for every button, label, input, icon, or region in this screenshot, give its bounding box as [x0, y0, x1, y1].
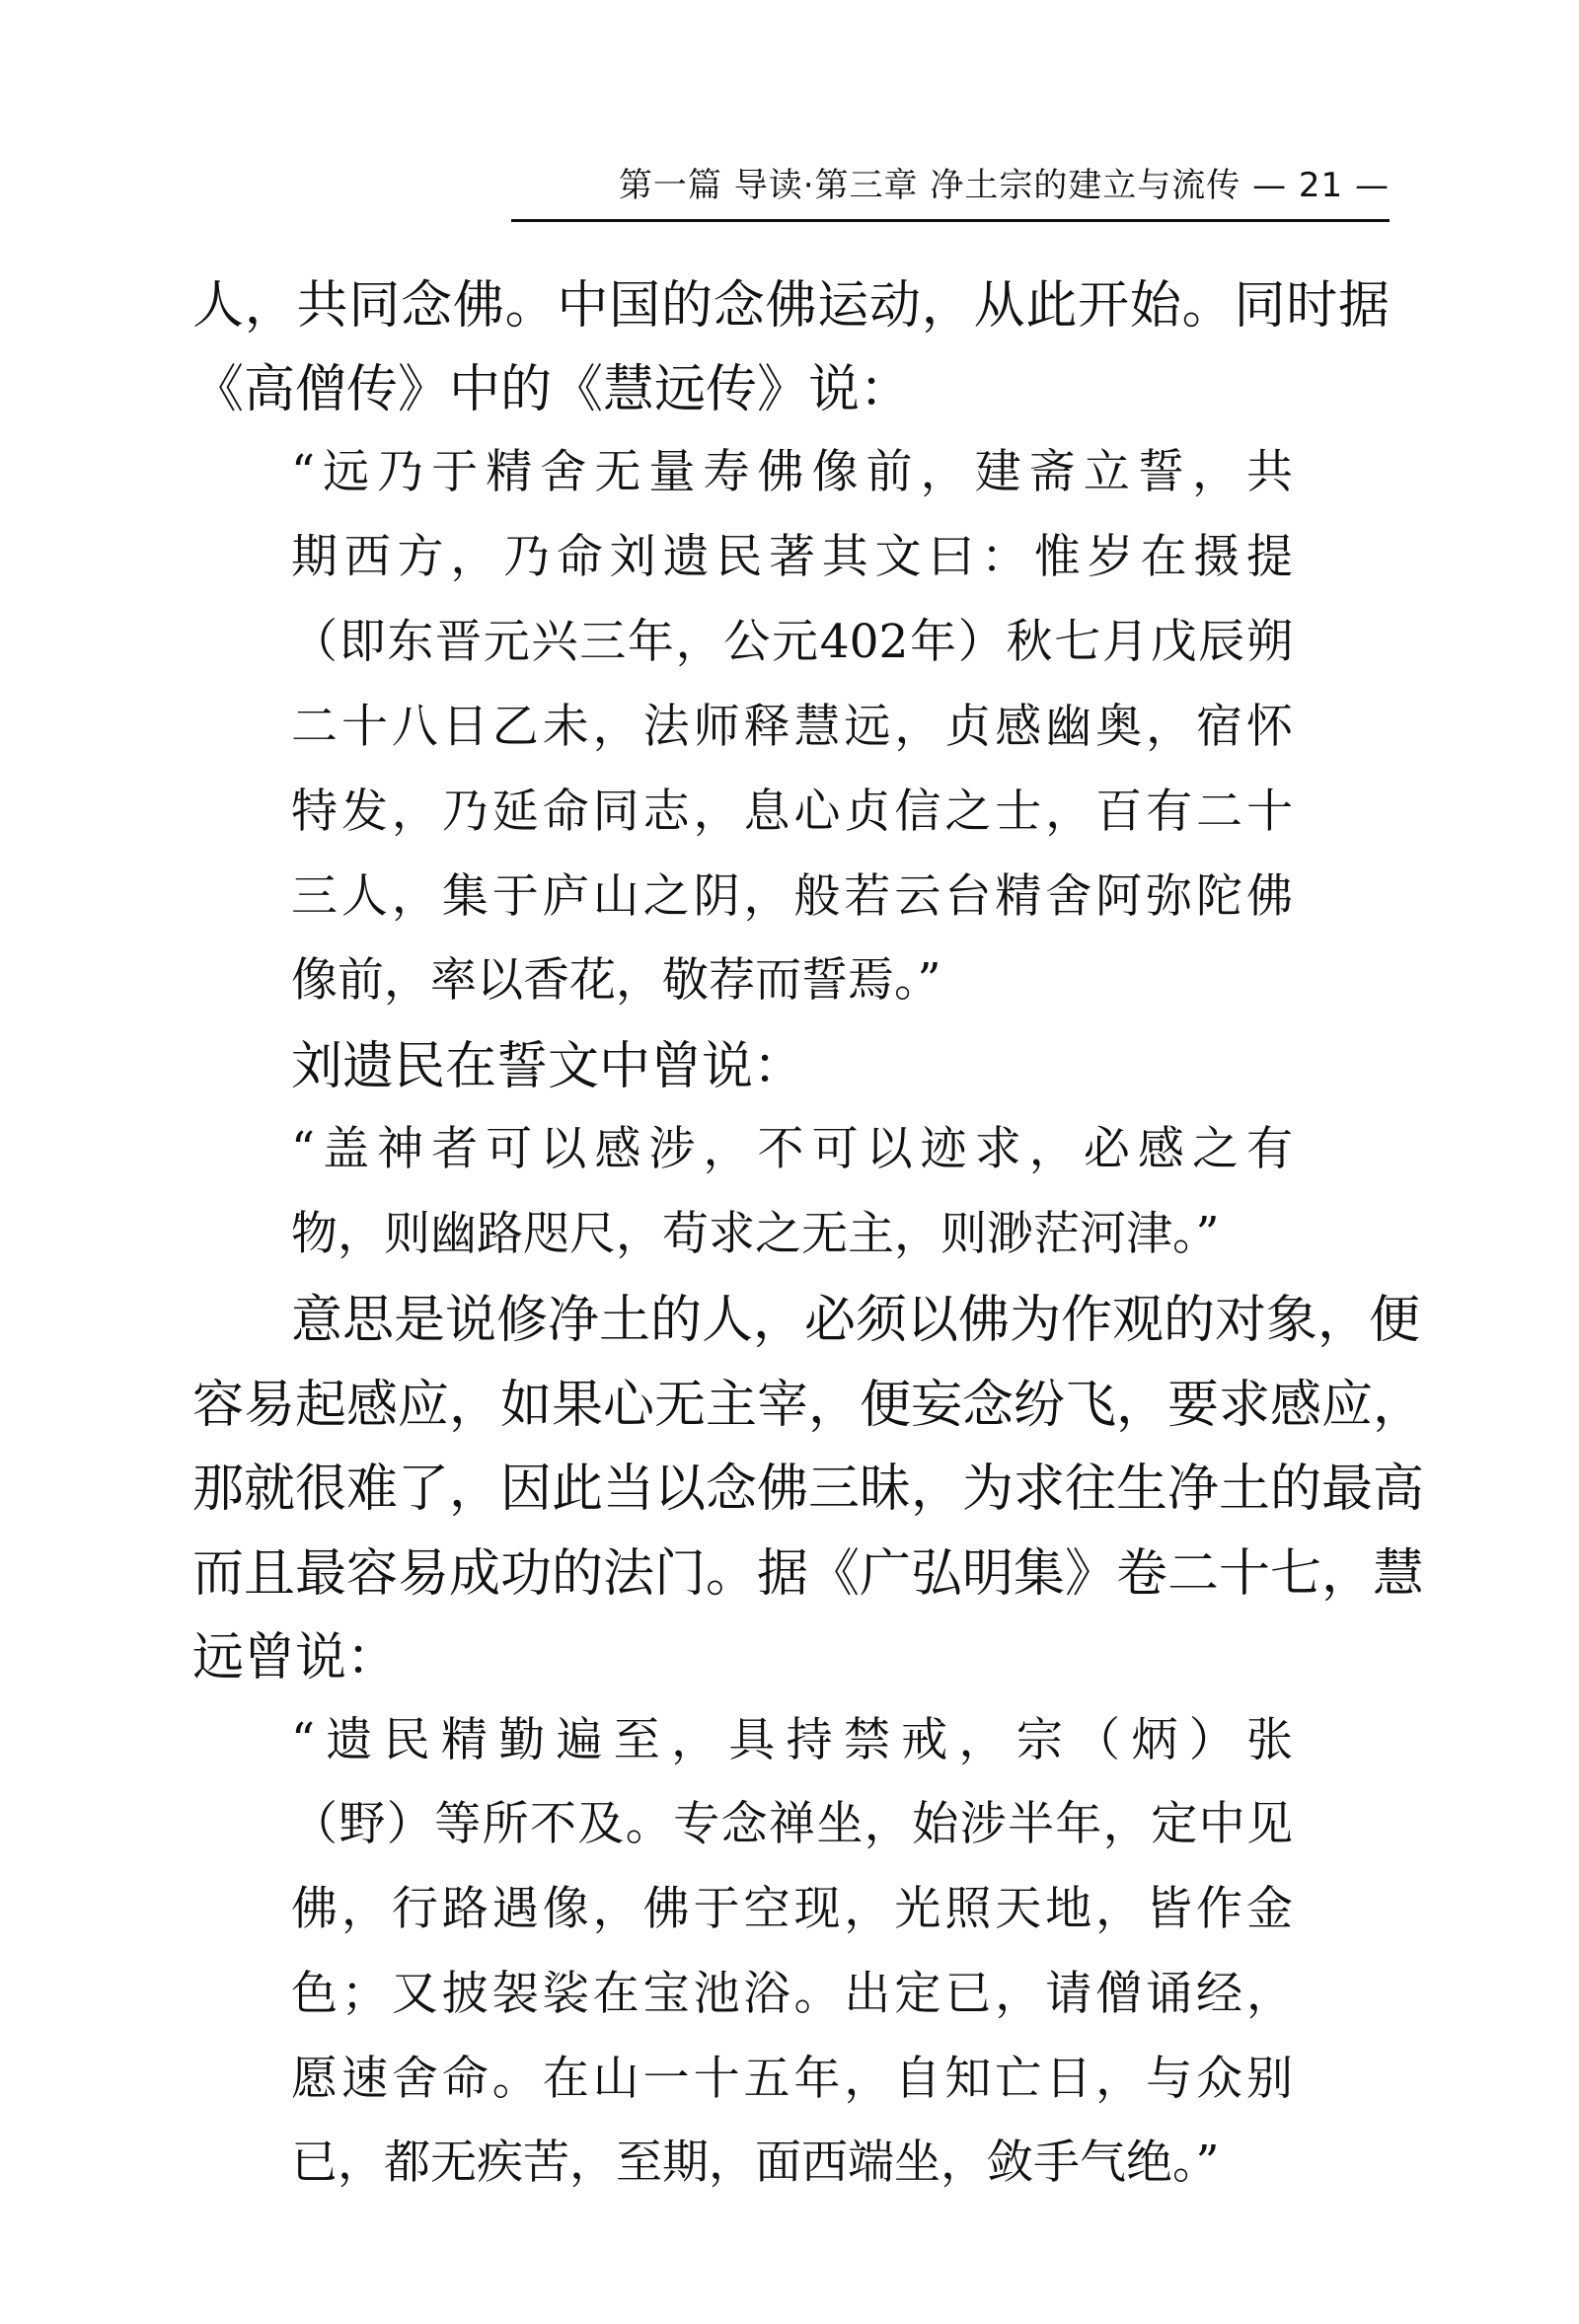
quote-line-6: 三人，集于庐山之阴，般若云台精舍阿弥陀佛 [291, 869, 1293, 924]
running-header [511, 166, 1390, 222]
quote-line-2: 期西方，乃命刘遗民著其文曰：惟岁在摄提 [291, 530, 1293, 584]
quote-line-11: （野）等所不及。专念禅坐，始涉半年，定中见 [291, 1797, 1293, 1851]
quote-line-7: 像前，率以香花，敬荐而誓焉。” [291, 953, 941, 1008]
body-line-3: 刘遗民在誓文中曾说： [291, 1037, 805, 1096]
body-line-4: 意思是说修净土的人，必须以佛为作观的对象，便 [291, 1291, 1421, 1350]
quote-line-13: 色；又披袈裟在宝池浴。出定已，请僧诵经， [291, 1967, 1293, 2021]
quote-line-14: 愿速舍命。在山一十五年，自知亡日，与众别 [291, 2052, 1293, 2106]
quote-line-1: “远乃于精舍无量寿佛像前，建斋立誓，共 [291, 445, 1293, 499]
body-line-6: 那就很难了，因此当以念佛三昧，为求往生净土的最高 [192, 1460, 1425, 1519]
quote-line-12: 佛，行路遇像，佛于空现，光照天地，皆作金 [291, 1882, 1293, 1936]
quote-line-8: “盖神者可以感涉，不可以迹求，必感之有 [291, 1122, 1293, 1176]
quote-line-15: 已，都无疾苦，至期，面西端坐，敛手气绝。” [291, 2136, 1220, 2190]
quote-line-3: （即东晋元兴三年，公元402年）秋七月戊辰朔 [291, 615, 1293, 669]
body-line-1: 人，共同念佛。中国的念佛运动，从此开始。同时据 [192, 276, 1390, 336]
quote-line-4: 二十八日乙未，法师释慧远，贞感幽奥，宿怀 [291, 700, 1293, 754]
quote-line-9: 物，则幽路咫尺，苟求之无主，则渺茫河津。” [291, 1207, 1220, 1261]
body-line-8: 远曾说： [192, 1628, 399, 1687]
quote-line-10: “遗民精勤遍至，具持禁戒，宗（炳）张 [291, 1713, 1293, 1767]
body-line-5: 容易起感应，如果心无主宰，便妄念纷飞，要求感应， [192, 1376, 1425, 1435]
body-line-2: 《高僧传》中的《慧远传》说： [192, 360, 912, 419]
quote-line-5: 特发，乃延命同志，息心贞信之士，百有二十 [291, 785, 1293, 839]
header-title: 第一篇 导读·第三章 净土宗的建立与流传 — 21 — [618, 166, 1390, 205]
body-line-7: 而且最容易成功的法门。据《广弘明集》卷二十七，慧 [192, 1544, 1425, 1604]
